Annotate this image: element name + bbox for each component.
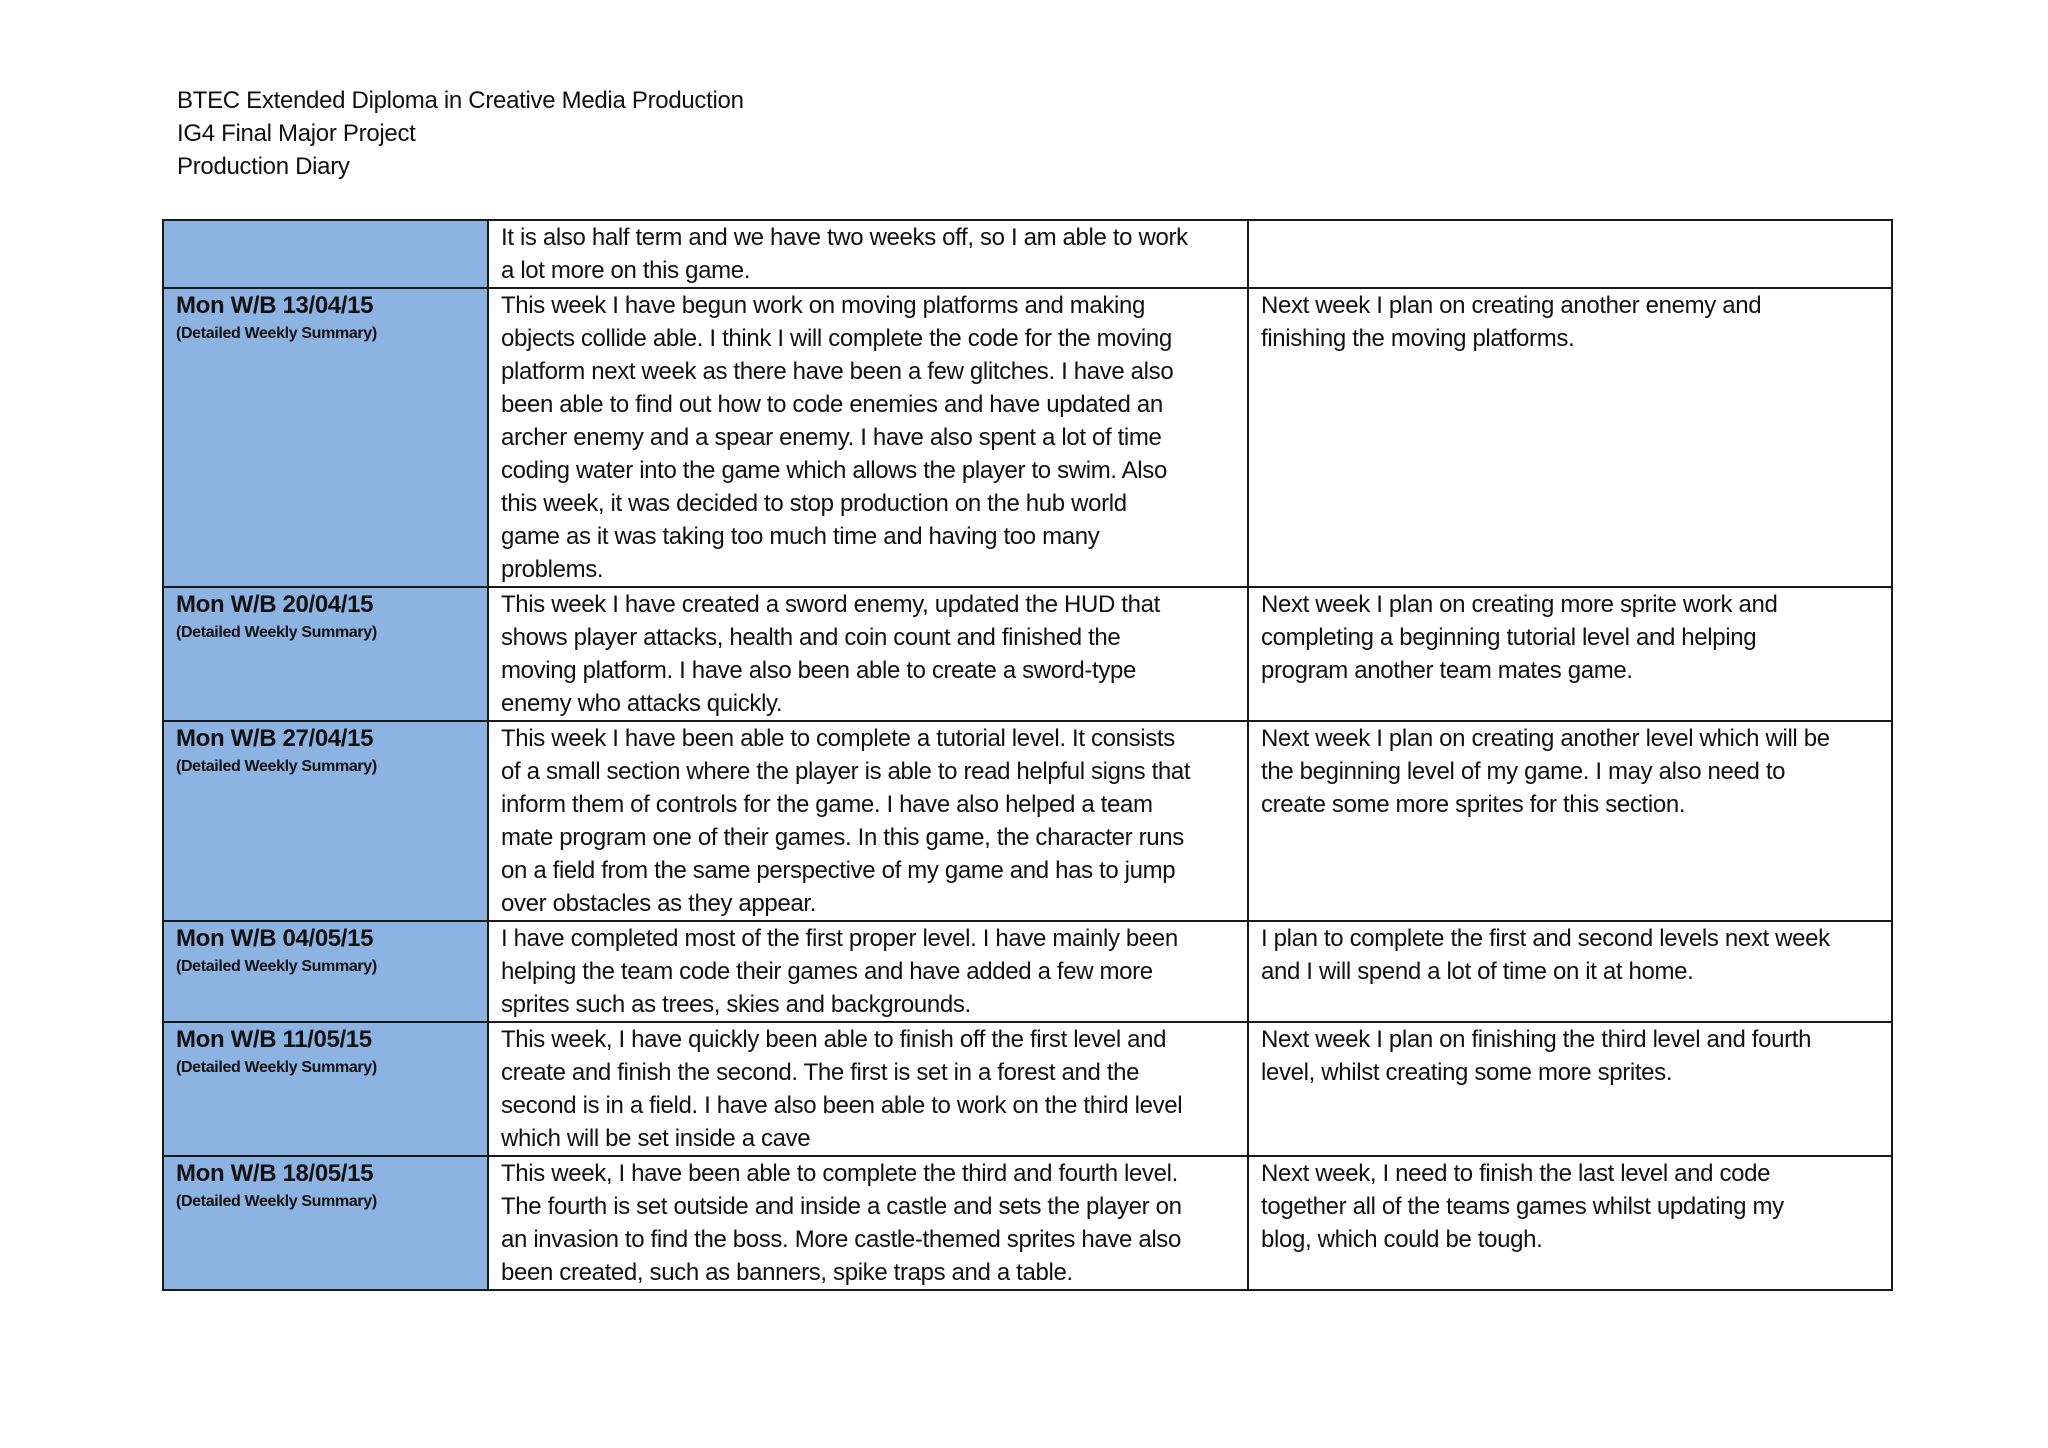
project-title: IG4 Final Major Project — [177, 120, 416, 147]
date-cell — [163, 1156, 488, 1290]
summary-cell — [488, 288, 1248, 587]
table-row — [163, 288, 1892, 587]
table-row — [163, 1156, 1892, 1290]
plan-text: Next week I plan on creating more sprite work and completing a beginning tutorial level and helping program another team mates game. — [1261, 591, 1778, 684]
summary-text: This week I have been able to complete a tutorial level. It consists of a small section where the player is able to read helpful signs that inform them of controls for the game. I have also helped a team mate program one of their games. In this game, the character runs on a field from the same perspective of my game and has to jump over obstacles as they appear. — [501, 725, 1191, 917]
week-subtitle: (Detailed Weekly Summary) — [176, 624, 377, 641]
summary-cell — [488, 721, 1248, 921]
production-diary-table — [162, 219, 1893, 1291]
plan-text: I plan to complete the first and second levels next week and I will spend a lot of time on it at home. — [1261, 925, 1830, 985]
summary-text: This week I have created a sword enemy, updated the HUD that shows player attacks, health and coin count and finished the moving platform. I have also been able to create a sword-type enemy who attacks quickly. — [501, 591, 1160, 717]
date-cell — [163, 220, 488, 288]
summary-text: I have completed most of the first proper level. I have mainly been helping the team code their games and have added a few more sprites such as trees, skies and backgrounds. — [501, 925, 1178, 1018]
week-date: Mon W/B 27/04/15 — [176, 725, 374, 752]
summary-cell — [488, 587, 1248, 721]
table-row — [163, 587, 1892, 721]
week-date: Mon W/B 11/05/15 — [176, 1026, 372, 1053]
plan-text: Next week, I need to finish the last level and code together all of the teams games whilst updating my blog, which could be tough. — [1261, 1160, 1784, 1253]
date-cell — [163, 587, 488, 721]
date-cell — [163, 721, 488, 921]
plan-cell — [1248, 921, 1892, 1022]
summary-text: This week I have begun work on moving platforms and making objects collide able. I think I will complete the code for the moving platform next week as there have been a few glitches. I have also been able to find out how to code enemies and have updated an archer enemy and a spear enemy. I have also spent a lot of time coding water into the game which allows the player to swim. Also this week, it was decided to stop production on the hub world game as it was taking too much time and having too many problems. — [501, 292, 1174, 583]
week-subtitle: (Detailed Weekly Summary) — [176, 958, 377, 975]
summary-cell — [488, 1022, 1248, 1156]
summary-text: This week, I have quickly been able to finish off the first level and create and finish the second. The first is set in a forest and the second is in a field. I have also been able to work on the third level which will be set inside a cave — [501, 1026, 1183, 1152]
plan-text: Next week I plan on creating another enemy and finishing the moving platforms. — [1261, 292, 1762, 352]
plan-cell — [1248, 288, 1892, 587]
plan-cell — [1248, 1022, 1892, 1156]
table-row — [163, 1022, 1892, 1156]
plan-cell — [1248, 1156, 1892, 1290]
summary-text: It is also half term and we have two weeks off, so I am able to work a lot more on this game. — [501, 224, 1188, 284]
week-date: Mon W/B 20/04/15 — [176, 591, 374, 618]
document-header — [177, 84, 744, 183]
date-cell — [163, 921, 488, 1022]
week-subtitle: (Detailed Weekly Summary) — [176, 758, 377, 775]
week-subtitle: (Detailed Weekly Summary) — [176, 1059, 377, 1076]
table-row — [163, 921, 1892, 1022]
date-cell — [163, 1022, 488, 1156]
week-subtitle: (Detailed Weekly Summary) — [176, 1193, 377, 1210]
plan-cell — [1248, 220, 1892, 288]
summary-cell — [488, 1156, 1248, 1290]
diary-title: Production Diary — [177, 153, 350, 180]
summary-cell — [488, 921, 1248, 1022]
plan-cell — [1248, 721, 1892, 921]
table-row — [163, 721, 1892, 921]
plan-text: Next week I plan on finishing the third level and fourth level, whilst creating some more sprites. — [1261, 1026, 1812, 1086]
course-title: BTEC Extended Diploma in Creative Media Production — [177, 87, 744, 114]
week-date: Mon W/B 18/05/15 — [176, 1160, 374, 1187]
week-date: Mon W/B 04/05/15 — [176, 925, 374, 952]
date-cell — [163, 288, 488, 587]
plan-text: Next week I plan on creating another level which will be the beginning level of my game. I may also need to create some more sprites for this section. — [1261, 725, 1830, 818]
summary-cell — [488, 220, 1248, 288]
week-date: Mon W/B 13/04/15 — [176, 292, 374, 319]
plan-cell — [1248, 587, 1892, 721]
week-subtitle: (Detailed Weekly Summary) — [176, 325, 377, 342]
summary-text: This week, I have been able to complete the third and fourth level. The fourth is set outside and inside a castle and sets the player on an invasion to find the boss. More castle-themed sprites have also been created, such as banners, spike traps and a table. — [501, 1160, 1182, 1286]
table-row — [163, 220, 1892, 288]
